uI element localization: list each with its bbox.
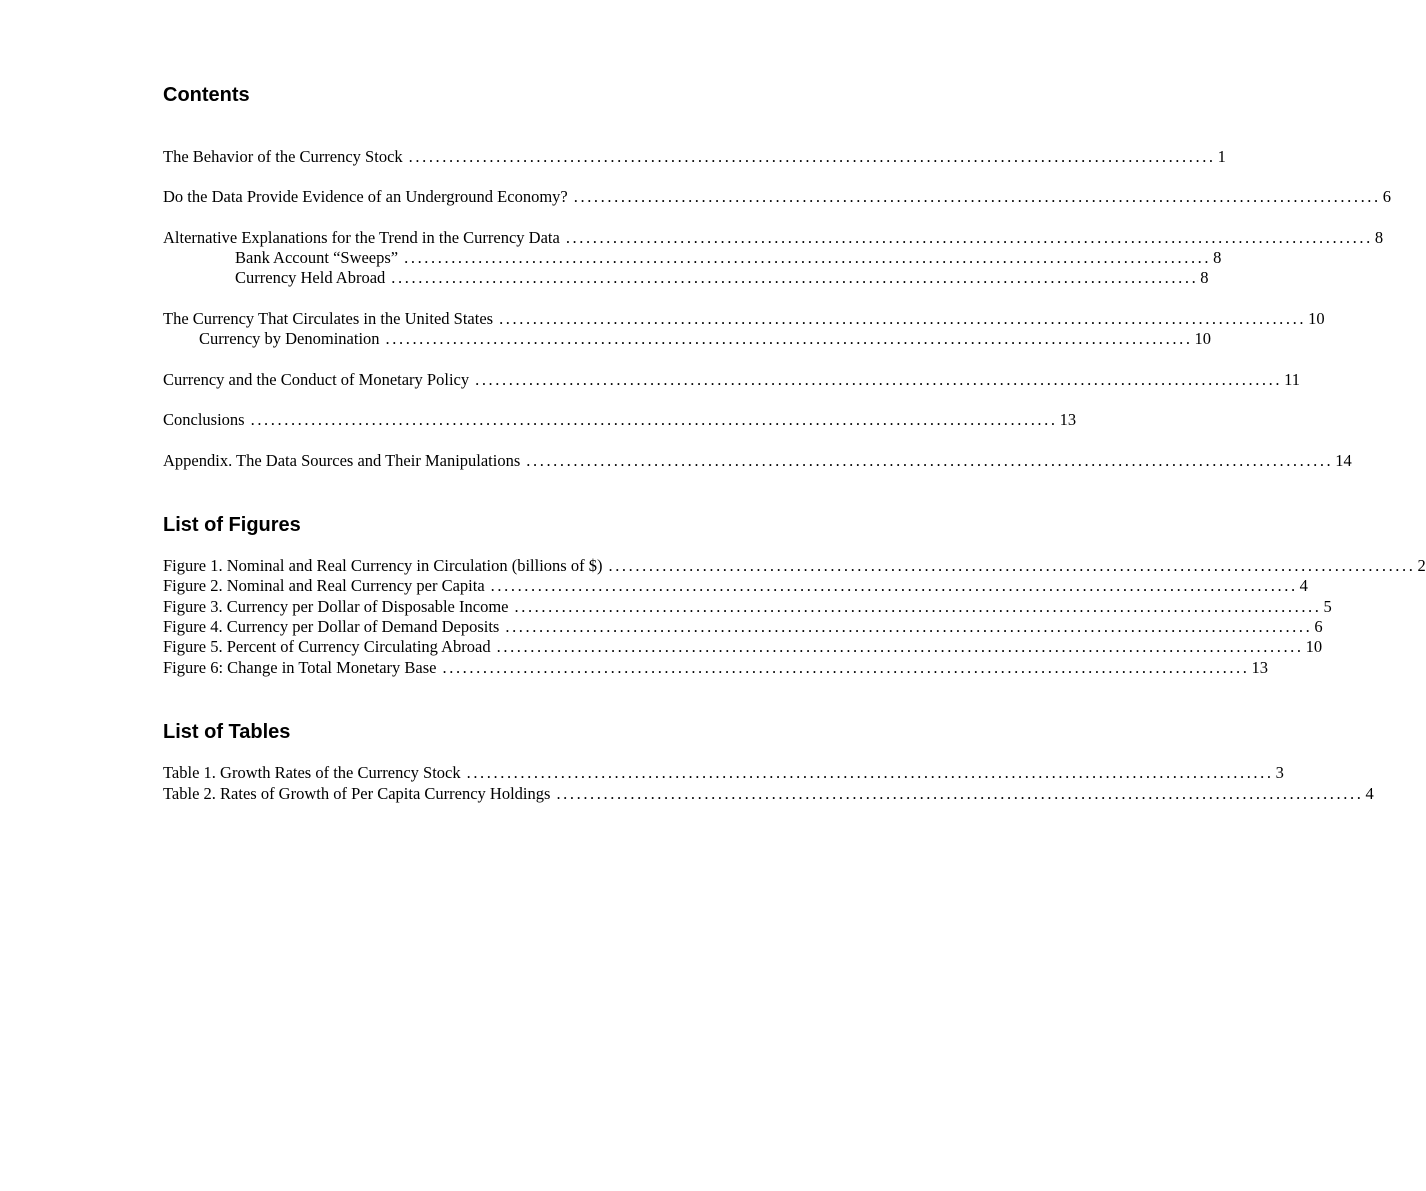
toc-leader-dots: ........................................................................................................................ — [514, 597, 1322, 616]
contents-heading: Contents — [163, 84, 250, 106]
toc-entry-title: Figure 4. Currency per Dollar of Demand Deposits — [163, 617, 500, 636]
figure-entry[interactable] — [163, 617, 1323, 637]
toc-entry-title: Figure 2. Nominal and Real Currency per Capita — [163, 576, 485, 595]
toc-entry-page: 10 — [1194, 329, 1212, 348]
figure-entry[interactable] — [163, 658, 1268, 678]
toc-entry-title: Currency and the Conduct of Monetary Policy — [163, 370, 470, 389]
toc-leader-dots: ........................................................................................................................ — [556, 784, 1364, 803]
toc-entry-title: The Currency That Circulates in the United States — [163, 309, 494, 328]
toc-entry-page: 8 — [1213, 248, 1222, 267]
toc-entry-title: Figure 6: Change in Total Monetary Base — [163, 658, 437, 677]
figure-entry[interactable] — [163, 597, 1332, 617]
toc-subentry[interactable] — [163, 268, 1209, 288]
toc-entry-page: 10 — [1308, 309, 1325, 328]
tables-heading: List of Tables — [163, 721, 291, 743]
toc-entry[interactable] — [163, 187, 1391, 207]
toc-entry-title: Table 2. Rates of Growth of Per Capita Currency Holdings — [163, 784, 551, 803]
toc-entry-page: 13 — [1251, 658, 1268, 677]
toc-leader-dots: ........................................................................................................................ — [526, 451, 1334, 470]
toc-leader-dots: ........................................................................................................................ — [466, 763, 1274, 782]
table-entry[interactable] — [163, 763, 1284, 783]
toc-leader-dots: ........................................................................................................................ — [565, 228, 1373, 247]
toc-entry[interactable] — [163, 228, 1384, 248]
toc-leader-dots: ........................................................................................................................ — [250, 410, 1058, 429]
toc-entry-title: Table 1. Growth Rates of the Currency Stock — [163, 763, 461, 782]
toc-entry-page: 10 — [1305, 637, 1323, 656]
toc-entry-title: Currency by Denomination — [199, 329, 380, 348]
toc-subentry[interactable] — [163, 329, 1212, 349]
toc-entry-title: Figure 1. Nominal and Real Currency in Circulation (billions of $) — [163, 556, 603, 575]
toc-entry[interactable] — [163, 370, 1300, 390]
toc-entry-title: Figure 5. Percent of Currency Circulating Abroad — [163, 637, 491, 656]
toc-entry-title: Alternative Explanations for the Trend in the Currency Data — [163, 228, 560, 247]
toc-entry-page: 6 — [1382, 187, 1391, 206]
toc-entry[interactable] — [163, 309, 1325, 329]
toc-entry-page: 11 — [1284, 370, 1300, 389]
toc-entry-page: 1 — [1217, 147, 1226, 166]
toc-leader-dots: ........................................................................................................................ — [505, 617, 1313, 636]
toc-entry-title: Bank Account “Sweeps” — [235, 248, 399, 267]
toc-leader-dots: ........................................................................................................................ — [408, 147, 1216, 166]
toc-entry-page: 3 — [1275, 763, 1284, 782]
toc-leader-dots: ........................................................................................................................ — [496, 637, 1304, 656]
figures-heading: List of Figures — [163, 514, 301, 536]
toc-entry-title: Do the Data Provide Evidence of an Underground Economy? — [163, 187, 568, 206]
figure-entry[interactable] — [163, 556, 1426, 576]
toc-entry[interactable] — [163, 147, 1226, 167]
toc-entry-page: 2 — [1417, 556, 1426, 575]
toc-entry-page: 8 — [1200, 268, 1209, 287]
toc-entry-page: 4 — [1365, 784, 1374, 803]
toc-entry-title: Currency Held Abroad — [235, 268, 386, 287]
figure-entry[interactable] — [163, 576, 1308, 596]
toc-leader-dots: ........................................................................................................................ — [573, 187, 1381, 206]
toc-leader-dots: ........................................................................................................................ — [490, 576, 1298, 595]
toc-entry-page: 5 — [1323, 597, 1332, 616]
toc-entry-page: 4 — [1299, 576, 1308, 595]
toc-leader-dots: ........................................................................................................................ — [475, 370, 1283, 389]
toc-entry-title: Conclusions — [163, 410, 245, 429]
toc-entry[interactable] — [163, 410, 1077, 430]
toc-entry-title: Figure 3. Currency per Dollar of Disposable Income — [163, 597, 509, 616]
toc-entry-page: 14 — [1335, 451, 1352, 470]
toc-leader-dots: ........................................................................................................................ — [608, 556, 1416, 575]
table-entry[interactable] — [163, 784, 1374, 804]
toc-leader-dots: ........................................................................................................................ — [385, 329, 1193, 348]
toc-leader-dots: ........................................................................................................................ — [391, 268, 1199, 287]
toc-entry-page: 13 — [1059, 410, 1077, 429]
toc-entry-page: 8 — [1374, 228, 1384, 247]
toc-entry-title: Appendix. The Data Sources and Their Manipulations — [163, 451, 521, 470]
toc-leader-dots: ........................................................................................................................ — [404, 248, 1212, 267]
toc-entry-title: The Behavior of the Currency Stock — [163, 147, 403, 166]
toc-entry[interactable] — [163, 451, 1352, 471]
toc-leader-dots: ........................................................................................................................ — [499, 309, 1307, 328]
toc-entry-page: 6 — [1314, 617, 1323, 636]
toc-leader-dots: ........................................................................................................................ — [442, 658, 1250, 677]
toc-subentry[interactable] — [163, 248, 1222, 268]
figure-entry[interactable] — [163, 637, 1323, 657]
